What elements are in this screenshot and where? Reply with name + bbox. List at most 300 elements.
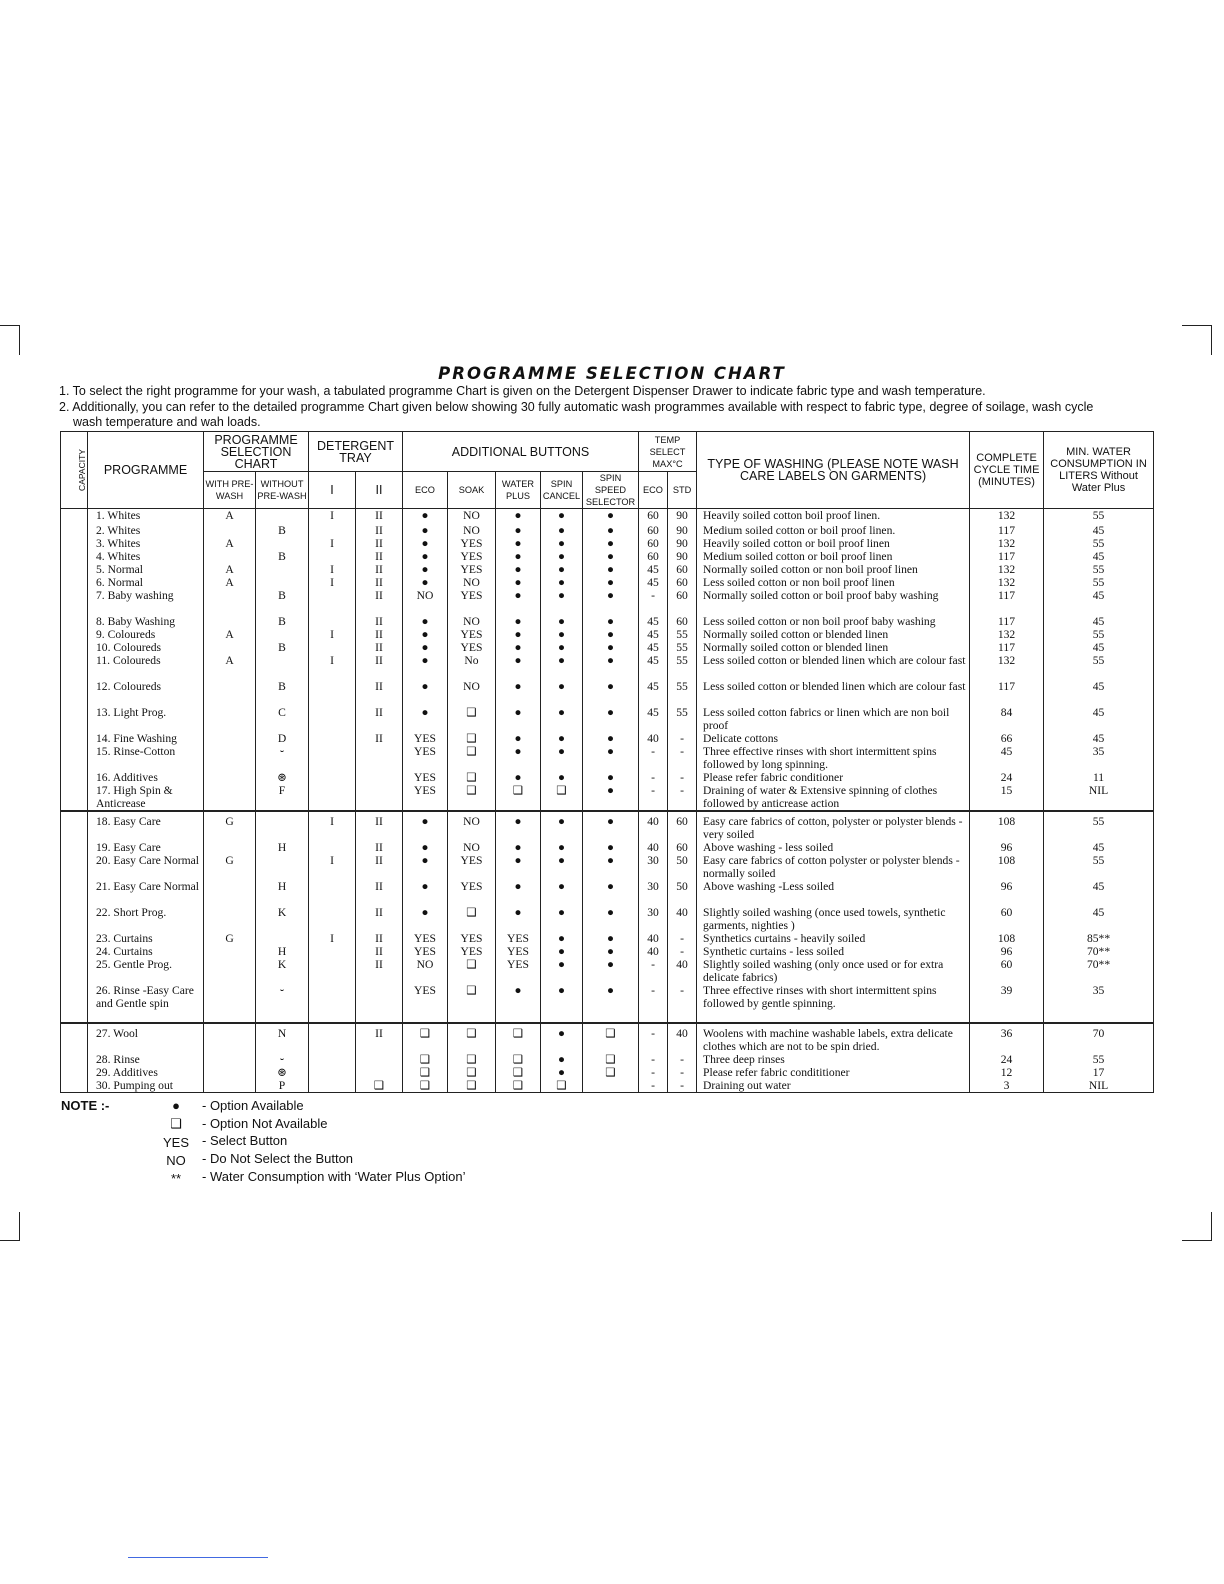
t1-cell: [309, 641, 356, 654]
ss-cell: ●: [583, 932, 639, 945]
w-cell: [204, 771, 256, 784]
note-title: NOTE :-: [61, 1098, 110, 1113]
ss-cell: ●: [583, 880, 639, 906]
desc-cell: Less soiled cotton or non boil proof baby washing: [697, 615, 970, 628]
table-row: [61, 958, 1154, 984]
wo-cell: [256, 537, 309, 550]
wo-cell: B: [256, 680, 309, 706]
table-row: [61, 906, 1154, 932]
te-cell: 30: [639, 880, 668, 906]
eco-cell: ●: [403, 680, 448, 706]
table-row: [61, 563, 1154, 576]
capacity-cell: [61, 550, 88, 563]
t2-cell: [356, 745, 403, 771]
table-row: [61, 732, 1154, 745]
desc-cell: Please refer fabric conditioner: [697, 771, 970, 784]
desc-cell: Medium soiled cotton or boil proof linen: [697, 550, 970, 563]
wo-cell: [256, 932, 309, 945]
header-tray-1: I: [309, 472, 356, 509]
t2-cell: II: [356, 732, 403, 745]
time-cell: 84: [970, 706, 1044, 732]
t2-cell: II: [356, 524, 403, 537]
ts-cell: 60: [668, 563, 697, 576]
table-row: [61, 1066, 1154, 1079]
crop-mark: [0, 1240, 20, 1241]
wp-cell: ●: [496, 524, 541, 537]
water-cell: 45: [1044, 880, 1154, 906]
desc-cell: Above washing -Less soiled: [697, 880, 970, 906]
soak-cell: No: [448, 654, 496, 680]
time-cell: 132: [970, 576, 1044, 589]
soak-cell: YES: [448, 628, 496, 641]
w-cell: [204, 906, 256, 932]
note-symbol: YES: [162, 1135, 189, 1150]
wo-cell: ⏑: [256, 745, 309, 771]
eco-cell: ●: [403, 654, 448, 680]
t2-cell: [356, 771, 403, 784]
time-cell: 24: [970, 771, 1044, 784]
w-cell: A: [204, 537, 256, 550]
te-cell: 45: [639, 641, 668, 654]
time-cell: 96: [970, 880, 1044, 906]
time-cell: 12: [970, 1066, 1044, 1079]
intro-line-2: 2. Additionally, you can refer to the detailed programme Chart given below showing 30 fully automatic wash programmes available with respect to fabric type, degree of soilage, wash cycle: [59, 400, 1094, 414]
water-cell: 45: [1044, 641, 1154, 654]
t1-cell: I: [309, 537, 356, 550]
desc-cell: Normally soiled cotton or blended linen: [697, 628, 970, 641]
crop-mark: [1211, 1212, 1212, 1240]
water-cell: 55: [1044, 509, 1154, 524]
w-cell: [204, 589, 256, 615]
w-cell: A: [204, 563, 256, 576]
desc-cell: Synthetics curtains - heavily soiled: [697, 932, 970, 945]
wo-cell: P: [256, 1079, 309, 1093]
wo-cell: B: [256, 589, 309, 615]
sc-cell: ●: [541, 945, 583, 958]
eco-cell: ●: [403, 880, 448, 906]
eco-cell: ●: [403, 576, 448, 589]
w-cell: [204, 841, 256, 854]
wo-cell: F: [256, 784, 309, 811]
wp-cell: ●: [496, 984, 541, 1023]
wo-cell: [256, 509, 309, 524]
table-row: [61, 784, 1154, 811]
ss-cell: ●: [583, 563, 639, 576]
w-cell: [204, 1079, 256, 1093]
wp-cell: ●: [496, 615, 541, 628]
t2-cell: ❑: [356, 1079, 403, 1093]
note-symbol: NO: [166, 1153, 186, 1168]
eco-cell: YES: [403, 771, 448, 784]
ts-cell: 90: [668, 537, 697, 550]
wp-cell: ●: [496, 589, 541, 615]
ts-cell: 60: [668, 589, 697, 615]
ts-cell: 55: [668, 680, 697, 706]
ss-cell: ●: [583, 854, 639, 880]
t2-cell: II: [356, 680, 403, 706]
wp-cell: ●: [496, 550, 541, 563]
w-cell: [204, 1066, 256, 1079]
water-cell: 45: [1044, 706, 1154, 732]
soak-cell: ❑: [448, 732, 496, 745]
soak-cell: YES: [448, 550, 496, 563]
w-cell: [204, 784, 256, 811]
name-cell: 7. Baby washing: [88, 589, 204, 615]
eco-cell: ●: [403, 906, 448, 932]
name-cell: 9. Coloureds: [88, 628, 204, 641]
te-cell: 45: [639, 563, 668, 576]
eco-cell: YES: [403, 784, 448, 811]
name-cell: 3. Whites: [88, 537, 204, 550]
t2-cell: II: [356, 576, 403, 589]
ss-cell: ●: [583, 524, 639, 537]
te-cell: -: [639, 589, 668, 615]
table-row: [61, 550, 1154, 563]
water-cell: 55: [1044, 628, 1154, 641]
desc-cell: Medium soiled cotton or boil proof linen.: [697, 524, 970, 537]
ts-cell: -: [668, 745, 697, 771]
ts-cell: 90: [668, 550, 697, 563]
te-cell: 60: [639, 537, 668, 550]
time-cell: 39: [970, 984, 1044, 1023]
sc-cell: ●: [541, 537, 583, 550]
ss-cell: ●: [583, 654, 639, 680]
soak-cell: YES: [448, 589, 496, 615]
w-cell: [204, 958, 256, 984]
t2-cell: II: [356, 932, 403, 945]
desc-cell: Normally soiled cotton or boil proof baby washing: [697, 589, 970, 615]
time-cell: 3: [970, 1079, 1044, 1093]
desc-cell: Normally soiled cotton or non boil proof linen: [697, 563, 970, 576]
w-cell: A: [204, 628, 256, 641]
ss-cell: ●: [583, 958, 639, 984]
capacity-cell: [61, 641, 88, 654]
eco-cell: YES: [403, 745, 448, 771]
soak-cell: ❑: [448, 984, 496, 1023]
capacity-cell: [61, 537, 88, 550]
soak-cell: ❑: [448, 1079, 496, 1093]
t1-cell: [309, 615, 356, 628]
t2-cell: [356, 784, 403, 811]
te-cell: -: [639, 784, 668, 811]
te-cell: -: [639, 1023, 668, 1053]
note-symbol: ❑: [170, 1116, 182, 1131]
eco-cell: YES: [403, 984, 448, 1023]
name-cell: 8. Baby Washing: [88, 615, 204, 628]
ts-cell: -: [668, 1079, 697, 1093]
ts-cell: 60: [668, 811, 697, 841]
desc-cell: Heavily soiled cotton or boil proof linen: [697, 537, 970, 550]
time-cell: 24: [970, 1053, 1044, 1066]
wp-cell: ●: [496, 906, 541, 932]
desc-cell: Easy care fabrics of cotton polyster or polyster blends - normally soiled: [697, 854, 970, 880]
soak-cell: ❑: [448, 906, 496, 932]
desc-cell: Less soiled cotton or blended linen which are colour fast: [697, 654, 970, 680]
ss-cell: ●: [583, 745, 639, 771]
header-water: MIN. WATER CONSUMPTION IN LITERS Without Water Plus: [1044, 432, 1154, 509]
name-cell: 26. Rinse -Easy Care and Gentle spin: [88, 984, 204, 1023]
t1-cell: [309, 745, 356, 771]
t2-cell: II: [356, 615, 403, 628]
ts-cell: -: [668, 784, 697, 811]
eco-cell: ●: [403, 628, 448, 641]
soak-cell: YES: [448, 854, 496, 880]
w-cell: G: [204, 811, 256, 841]
t1-cell: I: [309, 932, 356, 945]
eco-cell: ●: [403, 615, 448, 628]
crop-mark: [1182, 1240, 1212, 1241]
w-cell: G: [204, 932, 256, 945]
link-underline: [128, 1557, 268, 1558]
capacity-cell: [61, 1023, 88, 1053]
capacity-cell: [61, 854, 88, 880]
water-cell: 70: [1044, 1023, 1154, 1053]
header-temp-std: STD: [668, 472, 697, 509]
ss-cell: ❑: [583, 1066, 639, 1079]
wo-cell: N: [256, 1023, 309, 1053]
eco-cell: ●: [403, 706, 448, 732]
te-cell: -: [639, 771, 668, 784]
soak-cell: YES: [448, 932, 496, 945]
t1-cell: [309, 784, 356, 811]
sc-cell: ●: [541, 524, 583, 537]
w-cell: [204, 706, 256, 732]
ss-cell: ●: [583, 576, 639, 589]
name-cell: 10. Coloureds: [88, 641, 204, 654]
name-cell: 1. Whites: [88, 509, 204, 524]
sc-cell: ●: [541, 745, 583, 771]
capacity-cell: [61, 706, 88, 732]
time-cell: 117: [970, 641, 1044, 654]
wo-cell: [256, 854, 309, 880]
eco-cell: YES: [403, 945, 448, 958]
te-cell: 45: [639, 628, 668, 641]
ss-cell: ●: [583, 615, 639, 628]
w-cell: [204, 524, 256, 537]
wo-cell: [256, 811, 309, 841]
capacity-cell: [61, 576, 88, 589]
soak-cell: ❑: [448, 958, 496, 984]
header-water-plus: WATER PLUS: [496, 472, 541, 509]
t1-cell: [309, 1053, 356, 1066]
water-cell: 17: [1044, 1066, 1154, 1079]
te-cell: 45: [639, 680, 668, 706]
w-cell: [204, 550, 256, 563]
capacity-cell: [61, 771, 88, 784]
w-cell: [204, 1053, 256, 1066]
t2-cell: II: [356, 563, 403, 576]
wo-cell: [256, 628, 309, 641]
t2-cell: II: [356, 841, 403, 854]
note-text: - Option Not Available: [202, 1116, 328, 1131]
t2-cell: II: [356, 880, 403, 906]
wo-cell: ⏑: [256, 1053, 309, 1066]
note-symbol: **: [170, 1171, 182, 1186]
header-spin-speed: SPIN SPEED SELECTOR: [583, 472, 639, 509]
header-with-prewash: WITH PRE-WASH: [204, 472, 256, 509]
wp-cell: ❑: [496, 1053, 541, 1066]
sc-cell: ●: [541, 641, 583, 654]
w-cell: [204, 732, 256, 745]
te-cell: -: [639, 1066, 668, 1079]
wp-cell: ●: [496, 641, 541, 654]
w-cell: A: [204, 576, 256, 589]
time-cell: 117: [970, 550, 1044, 563]
sc-cell: ●: [541, 680, 583, 706]
header-without-prewash: WITHOUT PRE-WASH: [256, 472, 309, 509]
t1-cell: [309, 732, 356, 745]
ss-cell: ●: [583, 550, 639, 563]
capacity-cell: [61, 615, 88, 628]
desc-cell: Draining out water: [697, 1079, 970, 1093]
name-cell: 16. Additives: [88, 771, 204, 784]
sc-cell: ❑: [541, 784, 583, 811]
name-cell: 12. Coloureds: [88, 680, 204, 706]
intro-line-3: wash temperature and wah loads.: [73, 415, 261, 429]
t1-cell: I: [309, 628, 356, 641]
capacity-cell: [61, 524, 88, 537]
te-cell: -: [639, 958, 668, 984]
time-cell: 117: [970, 615, 1044, 628]
t1-cell: [309, 524, 356, 537]
ts-cell: 55: [668, 641, 697, 654]
sc-cell: ●: [541, 1053, 583, 1066]
ts-cell: 55: [668, 706, 697, 732]
wo-cell: B: [256, 641, 309, 654]
ss-cell: ●: [583, 784, 639, 811]
sc-cell: ●: [541, 589, 583, 615]
name-cell: 18. Easy Care: [88, 811, 204, 841]
ss-cell: ●: [583, 906, 639, 932]
water-cell: 55: [1044, 811, 1154, 841]
header-programme: PROGRAMME: [88, 432, 204, 509]
soak-cell: YES: [448, 537, 496, 550]
soak-cell: YES: [448, 641, 496, 654]
table-row: [61, 1053, 1154, 1066]
capacity-cell: [61, 841, 88, 854]
water-cell: 55: [1044, 537, 1154, 550]
capacity-cell: [61, 1066, 88, 1079]
time-cell: 60: [970, 958, 1044, 984]
sc-cell: ●: [541, 771, 583, 784]
header-tray-2: II: [356, 472, 403, 509]
ss-cell: ●: [583, 641, 639, 654]
time-cell: 132: [970, 537, 1044, 550]
w-cell: [204, 984, 256, 1023]
te-cell: 60: [639, 550, 668, 563]
time-cell: 96: [970, 945, 1044, 958]
name-cell: 6. Normal: [88, 576, 204, 589]
header-selection: PROGRAMME SELECTION CHART: [204, 432, 309, 472]
soak-cell: ❑: [448, 1023, 496, 1053]
water-cell: 85**: [1044, 932, 1154, 945]
name-cell: 14. Fine Washing: [88, 732, 204, 745]
sc-cell: ●: [541, 732, 583, 745]
time-cell: 96: [970, 841, 1044, 854]
sc-cell: ●: [541, 706, 583, 732]
desc-cell: Less soiled cotton fabrics or linen which are non boil proof: [697, 706, 970, 732]
capacity-cell: [61, 589, 88, 615]
wp-cell: ●: [496, 841, 541, 854]
soak-cell: NO: [448, 524, 496, 537]
name-cell: 20. Easy Care Normal: [88, 854, 204, 880]
capacity-cell: [61, 509, 88, 524]
ss-cell: ●: [583, 509, 639, 524]
ss-cell: ●: [583, 537, 639, 550]
name-cell: 19. Easy Care: [88, 841, 204, 854]
header-cycle: COMPLETE CYCLE TIME (MINUTES): [970, 432, 1044, 509]
ss-cell: ●: [583, 984, 639, 1023]
table-row: [61, 654, 1154, 680]
t1-cell: I: [309, 654, 356, 680]
w-cell: [204, 680, 256, 706]
wp-cell: ●: [496, 771, 541, 784]
ss-cell: ❑: [583, 1023, 639, 1053]
header-type: TYPE OF WASHING (PLEASE NOTE WASH CARE LABELS ON GARMENTS): [697, 432, 970, 509]
time-cell: 132: [970, 563, 1044, 576]
sc-cell: ●: [541, 654, 583, 680]
ss-cell: [583, 1079, 639, 1093]
header-soak: SOAK: [448, 472, 496, 509]
capacity-cell: [61, 628, 88, 641]
sc-cell: ●: [541, 550, 583, 563]
sc-cell: ●: [541, 811, 583, 841]
t2-cell: II: [356, 958, 403, 984]
table-row: [61, 745, 1154, 771]
eco-cell: ❑: [403, 1066, 448, 1079]
header-additional: ADDITIONAL BUTTONS: [403, 432, 639, 472]
wo-cell: H: [256, 880, 309, 906]
eco-cell: ❑: [403, 1053, 448, 1066]
table-row: [61, 945, 1154, 958]
name-cell: 24. Curtains: [88, 945, 204, 958]
sc-cell: ●: [541, 628, 583, 641]
water-cell: 45: [1044, 906, 1154, 932]
header-detergent: DETERGENT TRAY: [309, 432, 403, 472]
wp-cell: ●: [496, 745, 541, 771]
time-cell: 132: [970, 628, 1044, 641]
wp-cell: ●: [496, 509, 541, 524]
eco-cell: ❑: [403, 1023, 448, 1053]
te-cell: 45: [639, 615, 668, 628]
ss-cell: ●: [583, 680, 639, 706]
wo-cell: B: [256, 550, 309, 563]
table-row: [61, 1023, 1154, 1053]
wo-cell: [256, 576, 309, 589]
table-row: [61, 589, 1154, 615]
ss-cell: ❑: [583, 1053, 639, 1066]
table-row: [61, 537, 1154, 550]
desc-cell: Easy care fabrics of cotton, polyster or polyster blends - very soiled: [697, 811, 970, 841]
wo-cell: H: [256, 945, 309, 958]
w-cell: [204, 745, 256, 771]
wp-cell: ●: [496, 854, 541, 880]
ss-cell: ●: [583, 945, 639, 958]
soak-cell: YES: [448, 945, 496, 958]
t2-cell: II: [356, 537, 403, 550]
te-cell: 40: [639, 945, 668, 958]
name-cell: 21. Easy Care Normal: [88, 880, 204, 906]
crop-mark: [1211, 325, 1212, 355]
t1-cell: I: [309, 854, 356, 880]
te-cell: -: [639, 1053, 668, 1066]
soak-cell: NO: [448, 680, 496, 706]
sc-cell: ●: [541, 563, 583, 576]
t2-cell: II: [356, 589, 403, 615]
wp-cell: ●: [496, 628, 541, 641]
ts-cell: 40: [668, 906, 697, 932]
desc-cell: Less soiled cotton or non boil proof linen: [697, 576, 970, 589]
